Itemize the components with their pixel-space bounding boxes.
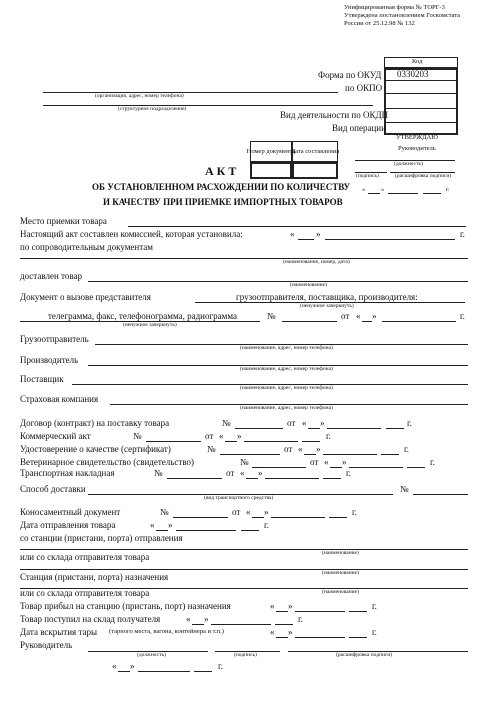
organization-field[interactable]: [43, 92, 338, 93]
vet-year-field[interactable]: [407, 467, 425, 468]
head-year: г.: [218, 661, 223, 671]
okud-label: Форма по ОКУД: [318, 70, 382, 80]
quality-date-open: «: [298, 444, 303, 454]
from-station-label: со станции (пристани, порта) отправления: [20, 533, 183, 543]
transport-invoice-label: Транспортная накладная: [20, 468, 115, 478]
commercial-day-field[interactable]: [225, 441, 237, 442]
dispatch-date-close: »: [168, 520, 173, 530]
contract-num-field[interactable]: [235, 428, 283, 429]
received-label: Товар поступил на склад получателя: [20, 614, 161, 624]
telegram-month-field[interactable]: [382, 321, 456, 322]
commercial-num-field[interactable]: [146, 441, 201, 442]
dest-station-label: Станция (пристани, порта) назначения: [20, 572, 169, 582]
received-day-field[interactable]: [192, 624, 204, 625]
approve-date-close: »: [381, 186, 385, 193]
commission-day-field[interactable]: [298, 239, 314, 240]
telegram-date-open: «: [356, 311, 361, 321]
telegram-day-field[interactable]: [362, 321, 372, 322]
telegram-num-field[interactable]: [282, 321, 337, 322]
act-title-line2: И КАЧЕСТВУ ПРИ ПРИЕМКЕ ИМПОРТНЫХ ТОВАРОВ: [103, 197, 343, 207]
quality-year-field[interactable]: [381, 454, 399, 455]
division-field[interactable]: [43, 105, 373, 106]
transport-date-open: «: [240, 468, 245, 478]
call-doc-label: Документ о вызове представителя: [20, 292, 151, 302]
bill-year-field[interactable]: [329, 517, 347, 518]
bill-year: г.: [352, 507, 357, 517]
vet-date-open: «: [324, 457, 329, 467]
from-warehouse-label: или со склада отправителя товара: [20, 552, 150, 562]
contract-from-label: от: [287, 418, 296, 428]
approve-year-field[interactable]: [423, 193, 441, 194]
head-date-open: «: [112, 661, 117, 671]
opened-date-open: «: [270, 627, 275, 637]
insurer-caption: (наименование, адрес, номер телефона): [240, 405, 333, 411]
telegram-caption: (ненужное зачеркнуть): [123, 322, 177, 328]
telegram-from-label: от: [341, 311, 350, 321]
quality-month-field[interactable]: [323, 454, 377, 455]
delivery-method-label: Способ доставки: [20, 484, 86, 494]
bill-of-lading-label: Коносаментный документ: [20, 507, 121, 517]
arrived-year-field[interactable]: [349, 611, 367, 612]
insurer-label: Страховая компания: [20, 394, 99, 404]
supplier-caption: (наименование, адрес, номер телефона): [240, 385, 333, 391]
delivered-caption: (наименование): [290, 282, 327, 288]
telegram-options: телеграмма, факс, телефонограмма, радиограмма: [48, 311, 237, 321]
arrived-year: г.: [372, 601, 377, 611]
shipper-caption: (наименование, адрес, номер телефона): [240, 345, 333, 351]
head-date-close: »: [130, 661, 135, 671]
code-divider: [386, 93, 456, 94]
from-station-field[interactable]: [20, 549, 468, 550]
telegram-date-close: »: [372, 311, 377, 321]
okdp-label: Вид деятельности по ОКДП: [280, 110, 389, 120]
commercial-year-field[interactable]: [302, 441, 320, 442]
vet-cert-label: Ветеринарное свидетельство (свидетельство): [20, 457, 195, 467]
transport-num-field[interactable]: [167, 478, 222, 479]
delivered-field[interactable]: [88, 281, 468, 282]
quality-num-field[interactable]: [220, 454, 280, 455]
producer-label: Производитель: [20, 355, 79, 365]
approve-month-field[interactable]: [388, 193, 418, 194]
operation-label: Вид операции: [332, 123, 386, 133]
doc-date-field[interactable]: [292, 162, 338, 179]
received-month-field[interactable]: [211, 624, 271, 625]
transport-day-field[interactable]: [246, 478, 258, 479]
code-divider: [386, 122, 456, 123]
dispatch-year: г.: [264, 520, 269, 530]
delivery-method-caption: (вид транспортного средства): [204, 495, 274, 501]
dispatch-date-label: Дата отправления товара: [20, 520, 116, 530]
transport-from-label: от: [226, 468, 235, 478]
contract-num-label: №: [222, 418, 231, 428]
per-docs-caption: (наименование, номер, дата): [283, 259, 350, 265]
from-warehouse-field[interactable]: [20, 569, 468, 570]
contract-year: г.: [407, 418, 412, 428]
transport-month-field[interactable]: [265, 478, 319, 479]
quality-num-label: №: [207, 444, 216, 454]
telegram-num-label: №: [267, 311, 276, 321]
form-header-line3: России от 25.12.98 № 132: [344, 20, 415, 27]
code-divider: [386, 108, 456, 109]
from-station-caption: (наименование): [322, 550, 359, 556]
contract-month-field[interactable]: [327, 428, 381, 429]
code-divider: [386, 80, 456, 81]
arrived-day-field[interactable]: [276, 611, 288, 612]
dispatch-day-field[interactable]: [156, 530, 168, 531]
contract-date-close: »: [320, 418, 325, 428]
opened-day-field[interactable]: [276, 637, 288, 638]
transport-year: г.: [346, 468, 351, 478]
delivery-num-label: №: [400, 484, 409, 494]
per-docs-label: по сопроводительным документам: [20, 242, 153, 252]
place-label: Место приемки товара: [20, 216, 107, 226]
supplier-label: Поставщик: [20, 374, 64, 384]
opened-month-field[interactable]: [295, 637, 345, 638]
head-signature-caption: (подпись): [234, 652, 257, 658]
approve-title: УТВЕРЖДАЮ: [396, 134, 438, 141]
contract-day-field[interactable]: [308, 428, 320, 429]
opened-date-close: »: [288, 627, 293, 637]
transport-date-close: »: [258, 468, 263, 478]
opened-sublabel: (тарного места, вагона, контейнера и т.п.): [109, 628, 224, 635]
approve-decoding-caption: (расшифровка подписи): [395, 173, 452, 179]
arrived-date-close: »: [288, 601, 293, 611]
doc-number-field[interactable]: [250, 162, 292, 179]
okpo-label: по ОКПО: [345, 83, 383, 93]
opened-year: г.: [372, 627, 377, 637]
act-title: А К Т: [205, 164, 237, 178]
opened-label: Дата вскрытия тары: [20, 627, 98, 637]
bill-month-field[interactable]: [271, 517, 325, 518]
commercial-date-close: »: [237, 431, 242, 441]
approve-date-open: «: [362, 186, 366, 193]
approve-head: Руководитель: [398, 145, 436, 152]
dispatch-year-field[interactable]: [241, 530, 259, 531]
head-day-field[interactable]: [118, 671, 130, 672]
vet-from-label: от: [310, 457, 319, 467]
doc-number-header: Номер документа: [250, 141, 292, 162]
approve-day-field[interactable]: [368, 193, 380, 194]
producer-caption: (наименование, адрес, номер телефона): [240, 366, 333, 372]
approve-signature-caption: (подпись): [356, 173, 379, 179]
vet-num-label: №: [240, 457, 249, 467]
per-docs-field[interactable]: [20, 258, 468, 259]
form-header-line2: Утверждена постановлением Госкомстата: [344, 12, 461, 19]
approve-year-label: г.: [446, 186, 450, 193]
quality-day-field[interactable]: [304, 454, 316, 455]
vet-date-close: »: [342, 457, 347, 467]
head-position-caption: (должность): [137, 652, 166, 658]
telegram-year: г.: [460, 311, 465, 321]
quality-cert-label: Удостоверение о качестве (сертификат): [20, 444, 171, 454]
doc-date-header: Дата составления: [292, 141, 338, 162]
vet-year: г.: [430, 457, 435, 467]
received-year: г.: [298, 614, 303, 624]
commercial-from-label: от: [205, 431, 214, 441]
okud-value[interactable]: 0330203: [397, 69, 429, 79]
received-year-field[interactable]: [275, 624, 293, 625]
arrived-label: Товар прибыл на станцию (пристань, порт) назначения: [20, 601, 231, 611]
commission-date-close: »: [316, 229, 321, 239]
organization-caption: (организация, адрес, номер телефона): [95, 93, 184, 99]
or-warehouse-label: или со склада отправителя товара: [20, 588, 150, 598]
arrived-month-field[interactable]: [295, 611, 345, 612]
delivered-label: доставлен товар: [20, 271, 82, 281]
act-title-line1: ОБ УСТАНОВЛЕННОМ РАСХОЖДЕНИИ ПО КОЛИЧЕСТВУ: [92, 182, 351, 192]
commission-year: г.: [460, 229, 465, 239]
transport-num-label: №: [154, 468, 163, 478]
vet-month-field[interactable]: [349, 467, 403, 468]
approve-position-caption: (должность): [394, 161, 423, 167]
from-warehouse-caption: (наименование): [322, 570, 359, 576]
head-year-field[interactable]: [194, 671, 212, 672]
arrived-date-open: «: [270, 601, 275, 611]
shipper-label: Грузоотправитель: [20, 334, 89, 344]
received-date-open: «: [186, 614, 191, 624]
head-label: Руководитель: [20, 640, 73, 650]
delivery-num-field[interactable]: [413, 494, 468, 495]
received-date-close: »: [204, 614, 209, 624]
bill-date-close: »: [264, 507, 269, 517]
head-decoding-caption: (расшифровка подписи): [336, 652, 393, 658]
head-month-field[interactable]: [138, 671, 190, 672]
commission-label: Настоящий акт составлен комиссией, которая установила:: [20, 229, 243, 239]
quality-from-label: от: [284, 444, 293, 454]
commission-month-field[interactable]: [325, 239, 455, 240]
commercial-year: г.: [326, 431, 331, 441]
quality-year: г.: [404, 444, 409, 454]
bill-day-field[interactable]: [252, 517, 264, 518]
bill-date-open: «: [246, 507, 251, 517]
call-unneeded-caption: (ненужное зачеркнуть): [300, 303, 354, 309]
dispatch-date-open: «: [150, 520, 155, 530]
commercial-month-field[interactable]: [244, 441, 298, 442]
commercial-num-label: №: [133, 431, 142, 441]
bill-from-label: от: [232, 507, 241, 517]
quality-date-close: »: [316, 444, 321, 454]
place-field[interactable]: [128, 226, 466, 227]
call-parties: грузоотправителя, поставщика, производителя:: [236, 292, 418, 302]
commission-date-open: «: [290, 229, 295, 239]
contract-year-field[interactable]: [386, 428, 404, 429]
commercial-date-open: «: [219, 431, 224, 441]
form-header-line1: Унифицированная форма № ТОРГ-3: [344, 4, 445, 11]
bill-num-label: №: [160, 507, 169, 517]
opened-year-field[interactable]: [349, 637, 367, 638]
transport-year-field[interactable]: [323, 478, 341, 479]
contract-label: Договор (контракт) на поставку товара: [20, 418, 170, 428]
bill-num-field[interactable]: [173, 517, 228, 518]
dest-station-caption: (наименование): [322, 589, 359, 595]
commercial-act-label: Коммерческий акт: [20, 431, 91, 441]
dispatch-month-field[interactable]: [176, 530, 236, 531]
division-caption: (структурное подразделение): [118, 106, 187, 112]
code-header-label: Код: [412, 58, 423, 65]
contract-date-open: «: [302, 418, 307, 428]
vet-day-field[interactable]: [330, 467, 342, 468]
